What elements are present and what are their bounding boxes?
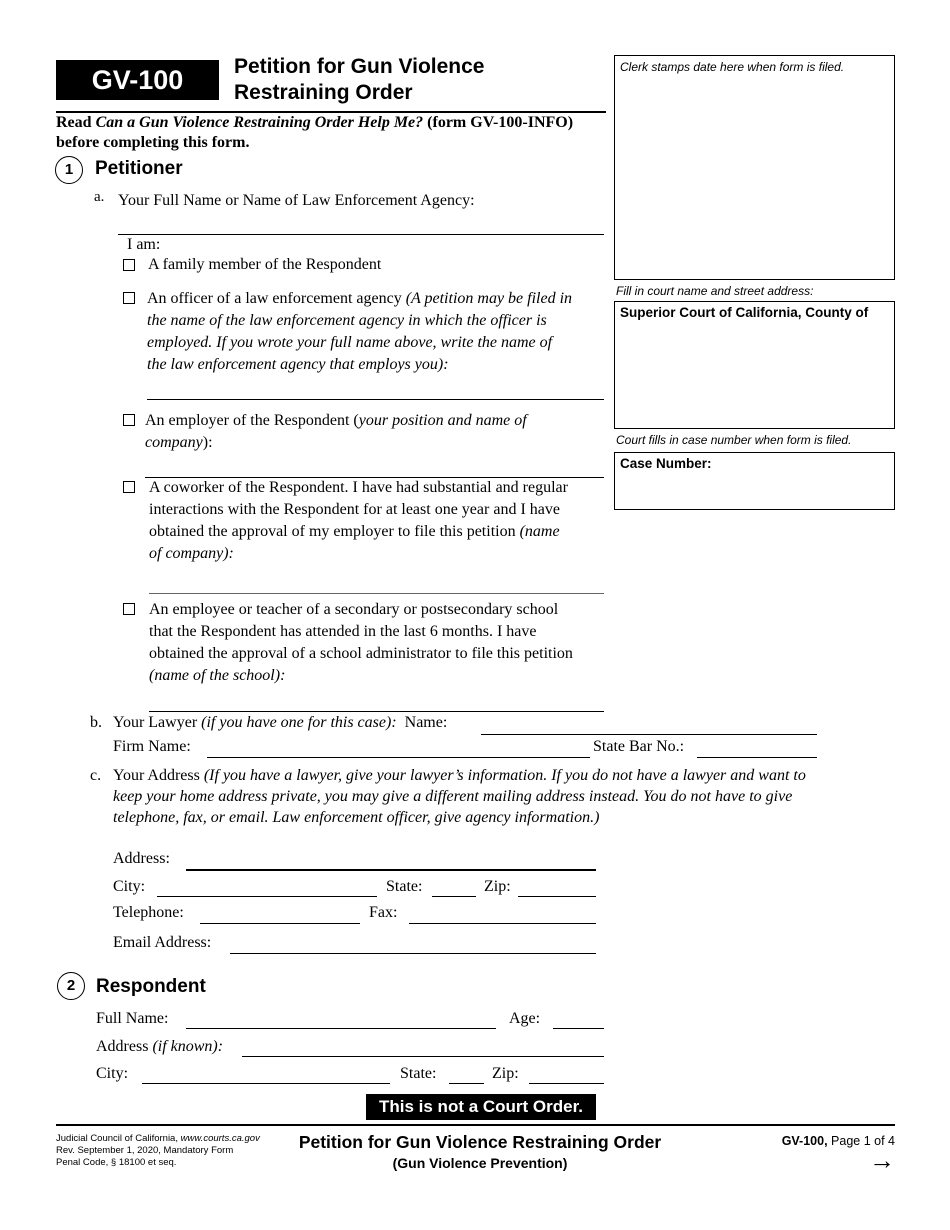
state-field[interactable] [432, 896, 476, 897]
employer-label: An employer of the Respondent (your position and name of company): [145, 412, 527, 451]
clerk-stamp-box [614, 55, 895, 280]
state-bar-label: State Bar No.: [593, 738, 685, 755]
form-id-badge [56, 60, 219, 100]
clerk-stamp-label: Clerk stamps date here when form is filed. [620, 60, 845, 74]
form-title: Petition for Gun Violence Restraining Order [234, 55, 485, 104]
school-label: An employee or teacher of a secondary or postsecondary school that the Respondent has attended in the last 6 months. I have obtained the approval of a school administrator to file this petition (name of the school): [149, 601, 573, 684]
state-bar-field[interactable] [697, 757, 817, 758]
city-field[interactable] [157, 896, 377, 897]
read-instruction: Read Can a Gun Violence Restraining Order Help Me? (form GV-100-INFO) before completing this form. [56, 114, 574, 151]
respondent-state-field[interactable] [449, 1083, 484, 1084]
coworker-checkbox[interactable] [123, 481, 135, 493]
employer-checkbox[interactable] [123, 414, 135, 426]
i-am-label: I am: [127, 236, 161, 253]
section-1-number: 1 [55, 156, 83, 184]
case-number-label: Case Number: [620, 456, 712, 471]
firm-name-field[interactable] [207, 757, 590, 758]
respondent-name-label: Full Name: [96, 1010, 169, 1027]
fax-label: Fax: [369, 904, 398, 921]
court-name-box[interactable] [614, 301, 895, 429]
footer-page-info: GV-100, Page 1 of 4 [781, 1134, 895, 1148]
coworker-label: A coworker of the Respondent. I have had substantial and regular interactions with the Respondent for at least one year and I have obtained the approval of my employer to file this petition (name of company): [149, 479, 568, 562]
court-name-hint: Fill in court name and street address: [616, 284, 814, 298]
lawyer-name-field[interactable] [481, 734, 817, 735]
respondent-name-field[interactable] [186, 1028, 496, 1029]
respondent-age-field[interactable] [553, 1028, 604, 1029]
zip-label: Zip: [484, 878, 511, 895]
respondent-age-label: Age: [509, 1010, 541, 1027]
court-name: Superior Court of California, County of [620, 305, 869, 320]
officer-checkbox[interactable] [123, 292, 135, 304]
footer-subtitle: (Gun Violence Prevention) [392, 1155, 568, 1171]
case-number-box[interactable] [614, 452, 895, 510]
your-address-instructions: Your Address (If you have a lawyer, give your lawyer’s information. If you do not have a lawyer and want to keep your home address private, you may give a different mailing address instead. You do not have to give telephone, fax, or email. Law enforcement officer, give agency information.) [113, 767, 806, 826]
lawyer-label: Your Lawyer (if you have one for this case): Name: [113, 714, 448, 731]
coworker-company-field[interactable] [149, 593, 604, 594]
item-b-letter: b. [90, 714, 102, 731]
respondent-zip-field[interactable] [529, 1083, 604, 1084]
not-court-order-banner: This is not a Court Order. [366, 1094, 596, 1120]
firm-name-label: Firm Name: [113, 738, 191, 755]
respondent-city-field[interactable] [142, 1083, 390, 1084]
section-2-title: Respondent [96, 976, 206, 997]
respondent-zip-label: Zip: [492, 1065, 519, 1082]
email-field[interactable] [230, 953, 596, 954]
family-member-checkbox[interactable] [123, 259, 135, 271]
footer-rule [56, 1124, 895, 1126]
respondent-address-label: Address (if known): [96, 1038, 224, 1055]
petitioner-name-field[interactable] [118, 234, 604, 235]
respondent-city-label: City: [96, 1065, 129, 1082]
respondent-address-field[interactable] [242, 1056, 604, 1057]
telephone-field[interactable] [200, 923, 360, 924]
form-id: GV-100 [91, 65, 184, 95]
email-label: Email Address: [113, 934, 212, 951]
family-member-label: A family member of the Respondent [148, 256, 382, 273]
item-a-letter: a. [94, 189, 105, 205]
fax-field[interactable] [409, 923, 596, 924]
petitioner-name-label: Your Full Name or Name of Law Enforcement Agency: [118, 192, 475, 209]
address-label: Address: [113, 850, 170, 867]
officer-label: An officer of a law enforcement agency (A petition may be filed in the name of the law enforcement agency in which the officer is employed. If you wrote your full name above, write the name of the law enforcement agency that employs you): [147, 290, 573, 373]
officer-agency-field[interactable] [147, 399, 604, 400]
city-label: City: [113, 878, 146, 895]
telephone-label: Telephone: [113, 904, 184, 921]
section-1-title: Petitioner [95, 158, 183, 179]
respondent-state-label: State: [400, 1065, 437, 1082]
next-page-arrow-icon: → [869, 1145, 895, 1175]
footer-council-info: Judicial Council of California, www.courts.ca.gov Rev. September 1, 2020, Mandatory Form Penal Code, § 18100 et seq. [56, 1133, 260, 1168]
case-number-hint: Court fills in case number when form is filed. [616, 433, 852, 447]
section-2-number: 2 [57, 972, 85, 1000]
state-label: State: [386, 878, 423, 895]
school-checkbox[interactable] [123, 603, 135, 615]
footer-title: Petition for Gun Violence Restraining Order [298, 1132, 662, 1152]
zip-field[interactable] [518, 896, 596, 897]
address-field[interactable] [186, 869, 596, 871]
item-c-letter: c. [90, 767, 102, 784]
